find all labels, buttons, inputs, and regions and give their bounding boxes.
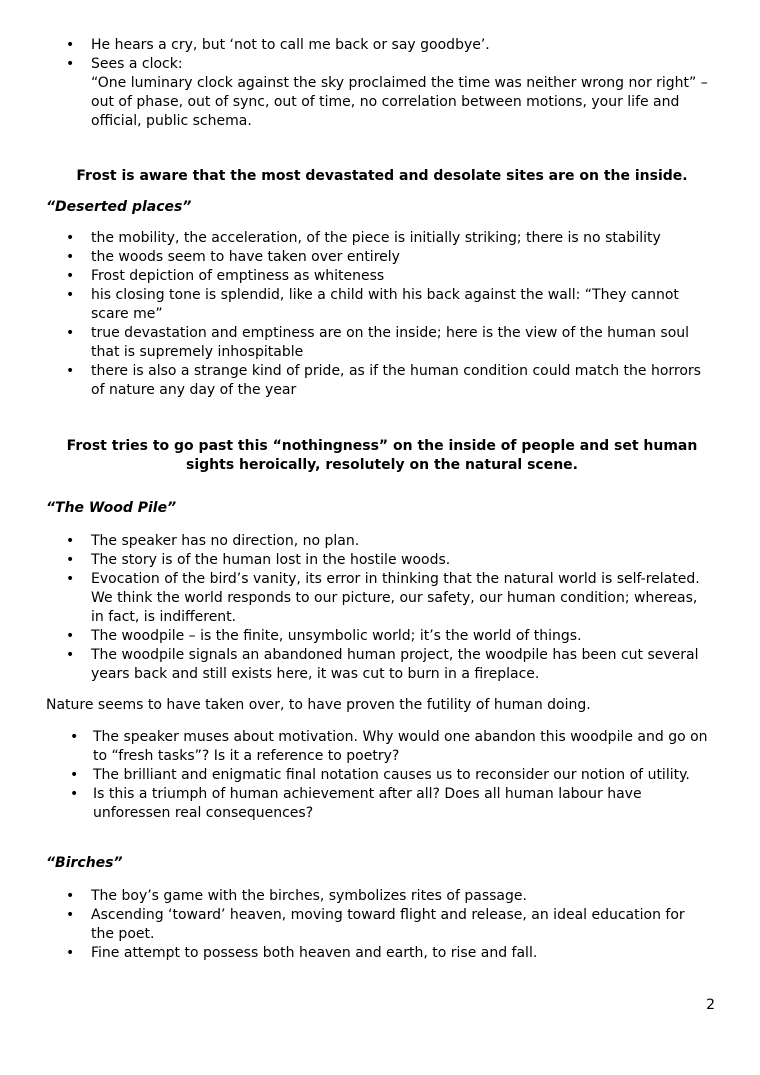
item-line: out of phase, out of sync, out of time, no correlation between motions, your life and xyxy=(91,94,680,110)
list-item xyxy=(46,267,718,286)
item-line: • The speaker muses about motivation. Why would one abandon this woodpile and go on xyxy=(93,729,708,745)
list-item xyxy=(46,286,718,324)
statement-line: Frost tries to go past this “nothingness” on the inside of people and set human xyxy=(66,438,698,454)
list-item xyxy=(46,646,718,684)
item-line: • The story is of the human lost in the hostile woods. xyxy=(91,552,451,568)
list-item xyxy=(46,55,718,131)
list-item xyxy=(46,248,718,267)
item-line: • The speaker has no direction, no plan. xyxy=(91,533,360,549)
list-item xyxy=(46,906,718,944)
list-item xyxy=(46,728,718,766)
item-line: • The woodpile signals an abandoned human project, the woodpile has been cut several xyxy=(91,647,699,663)
section-statement: Frost is aware that the most devastated and desolate sites are on the inside. xyxy=(76,168,688,184)
section-statement xyxy=(46,437,718,475)
item-line: years back and still exists here, it was cut to burn in a fireplace. xyxy=(91,666,540,682)
item-line: • Sees a clock: xyxy=(91,56,183,72)
item-line: official, public schema. xyxy=(91,113,252,129)
body-paragraph: Nature seems to have taken over, to have proven the futility of human doing. xyxy=(46,697,591,713)
section-title-birches: “Birches” xyxy=(46,855,123,871)
birches-list xyxy=(46,887,718,963)
wood-pile-list xyxy=(46,532,718,684)
list-item xyxy=(46,570,718,627)
item-line: • the mobility, the acceleration, of the piece is initially striking; there is no stability xyxy=(91,230,661,246)
wood-pile-list-2 xyxy=(46,728,718,823)
item-line: • true devastation and emptiness are on the inside; here is the view of the human soul xyxy=(91,325,690,341)
item-line: scare me” xyxy=(91,306,163,322)
deserted-places-list xyxy=(46,229,718,400)
item-line: • Is this a triumph of human achievement after all? Does all human labour have xyxy=(93,786,642,802)
item-line: • his closing tone is splendid, like a child with his back against the wall: “They cannot xyxy=(91,287,679,303)
list-item xyxy=(46,785,718,823)
section-title-wood-pile: “The Wood Pile” xyxy=(46,500,177,516)
page-number: 2 xyxy=(706,997,715,1013)
list-item xyxy=(46,887,718,906)
item-line: • there is also a strange kind of pride, as if the human condition could match the horrors xyxy=(91,363,701,379)
item-line: that is supremely inhospitable xyxy=(91,344,304,360)
item-line: the poet. xyxy=(91,926,155,942)
list-item xyxy=(46,766,718,785)
list-item xyxy=(46,627,718,646)
page-content xyxy=(46,36,718,963)
list-item xyxy=(46,324,718,362)
item-line: • The boy’s game with the birches, symbolizes rites of passage. xyxy=(91,888,527,904)
item-line: • The brilliant and enigmatic final notation causes us to reconsider our notion of utility. xyxy=(93,767,690,783)
list-item xyxy=(46,36,718,55)
item-line: • Ascending ‘toward’ heaven, moving toward flight and release, an ideal education for xyxy=(91,907,685,923)
item-line: to “fresh tasks”? Is it a reference to poetry? xyxy=(93,748,400,764)
statement-line: sights heroically, resolutely on the natural scene. xyxy=(186,457,578,473)
list-item xyxy=(46,551,718,570)
section-title-deserted-places: “Deserted places” xyxy=(46,199,192,215)
list-item xyxy=(46,229,718,248)
item-line: unforessen real consequences? xyxy=(93,805,314,821)
item-line: of nature any day of the year xyxy=(91,382,297,398)
item-line: • Frost depiction of emptiness as whiteness xyxy=(91,268,385,284)
item-line: • Evocation of the bird’s vanity, its error in thinking that the natural world is self-related. xyxy=(91,571,700,587)
item-line: • the woods seem to have taken over entirely xyxy=(91,249,400,265)
clock-quote-line: “One luminary clock against the sky proclaimed the time was neither wrong nor right” – xyxy=(91,75,708,91)
item-line: in fact, is indifferent. xyxy=(91,609,237,625)
item-line: • The woodpile – is the finite, unsymbolic world; it’s the world of things. xyxy=(91,628,582,644)
intro-list xyxy=(46,36,718,131)
list-item xyxy=(46,944,718,963)
list-item xyxy=(46,362,718,400)
list-item xyxy=(46,532,718,551)
item-line: • Fine attempt to possess both heaven and earth, to rise and fall. xyxy=(91,945,538,961)
item-line: • He hears a cry, but ‘not to call me back or say goodbye’. xyxy=(91,37,490,53)
item-line: We think the world responds to our picture, our safety, our human condition; whereas, xyxy=(91,590,698,606)
